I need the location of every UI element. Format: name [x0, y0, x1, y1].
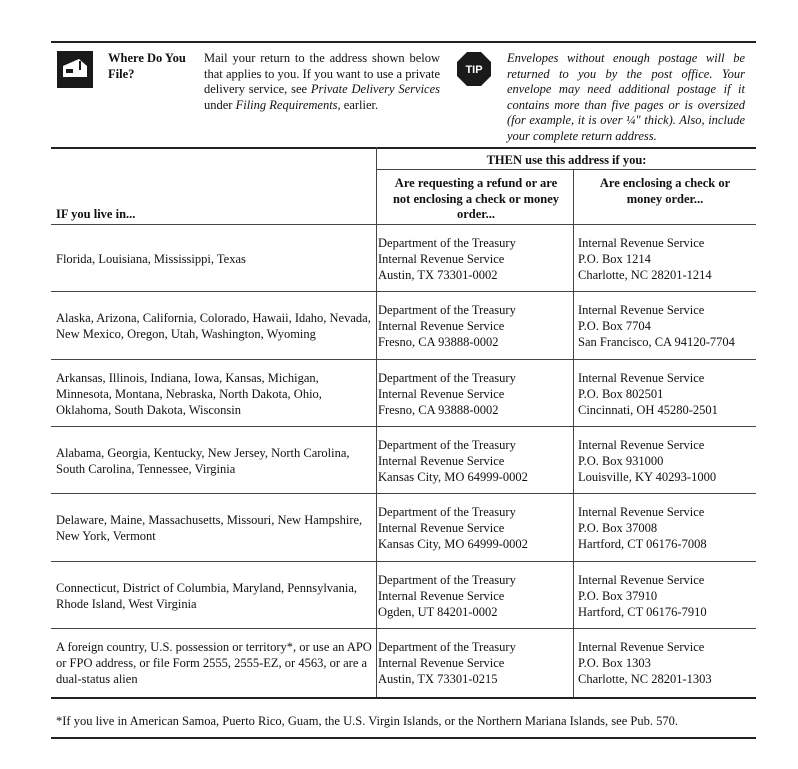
refund-address: [378, 494, 570, 561]
check-address: [578, 629, 756, 696]
tip-label: TIP: [465, 64, 483, 76]
check-address-line: P.O. Box 1303: [578, 655, 651, 670]
refund-address-line: Internal Revenue Service: [378, 386, 505, 401]
then-header: THEN use this address if you:: [486, 153, 647, 167]
check-address-line: P.O. Box 931000: [578, 453, 664, 468]
refund-address: [378, 562, 570, 629]
check-address: [578, 292, 756, 359]
footnote: *If you live in American Samoa, Puerto Rico, Guam, the U.S. Virgin Islands, or the Northern Mariana Islands, see Pub. 570.: [56, 714, 678, 728]
divider-address: [573, 169, 574, 697]
check-address-line: Internal Revenue Service: [578, 370, 705, 385]
refund-address-line: Internal Revenue Service: [378, 520, 505, 535]
section-title: Where Do You File?: [108, 51, 186, 81]
check-address-line: Cincinnati, OH 45280-2501: [578, 402, 718, 417]
row-states: Florida, Louisiana, Mississippi, Texas: [56, 251, 246, 266]
refund-address-line: Internal Revenue Service: [378, 318, 505, 333]
check-address-line: Internal Revenue Service: [578, 235, 705, 250]
check-address-line: P.O. Box 1214: [578, 251, 651, 266]
check-address-line: Internal Revenue Service: [578, 302, 705, 317]
check-address-line: P.O. Box 37910: [578, 588, 658, 603]
refund-address: [378, 427, 570, 494]
refund-address: [378, 629, 570, 696]
refund-address-line: Department of the Treasury: [378, 370, 516, 385]
refund-address-line: Internal Revenue Service: [378, 453, 505, 468]
tip-icon: [456, 51, 492, 87]
col-refund-header: Are requesting a refund or are not enclosing a check or money order...: [392, 176, 560, 221]
refund-address-line: Kansas City, MO 64999-0002: [378, 469, 528, 484]
check-address: [578, 427, 756, 494]
check-address-line: San Francisco, CA 94120-7704: [578, 334, 735, 349]
refund-address-line: Austin, TX 73301-0215: [378, 671, 498, 686]
check-address-line: Internal Revenue Service: [578, 437, 705, 452]
check-address-line: Charlotte, NC 28201-1214: [578, 267, 712, 282]
refund-address-line: Department of the Treasury: [378, 504, 516, 519]
refund-address-line: Department of the Treasury: [378, 639, 516, 654]
check-address: [578, 562, 756, 629]
check-address: [578, 360, 756, 427]
top-rule: [51, 41, 756, 43]
check-address-line: Internal Revenue Service: [578, 504, 705, 519]
bottom-rule: [51, 737, 756, 739]
refund-address-line: Department of the Treasury: [378, 437, 516, 452]
check-address-line: Internal Revenue Service: [578, 639, 705, 654]
refund-address-line: Fresno, CA 93888-0002: [378, 334, 499, 349]
refund-address-line: Department of the Treasury: [378, 572, 516, 587]
refund-address-line: Fresno, CA 93888-0002: [378, 402, 499, 417]
check-address-line: P.O. Box 7704: [578, 318, 651, 333]
refund-address-line: Austin, TX 73301-0002: [378, 267, 498, 282]
check-address-line: Charlotte, NC 28201-1303: [578, 671, 712, 686]
refund-address-line: Ogden, UT 84201-0002: [378, 604, 498, 619]
table-top-rule: [51, 147, 756, 149]
row-states: Connecticut, District of Columbia, Maryland, Pennsylvania, Rhode Island, West Virginia: [56, 580, 357, 611]
tip-text: Envelopes without enough postage will be returned to you by the post office. Your envelope may need additional postage if it contains more than five pages or is oversized (for example, it is over ¼" thick). Also, include your complete return address.: [507, 51, 745, 143]
check-address-line: P.O. Box 37008: [578, 520, 658, 535]
check-address-line: Internal Revenue Service: [578, 572, 705, 587]
row-states: Delaware, Maine, Massachusetts, Missouri, New Hampshire, New York, Vermont: [56, 512, 363, 543]
table-bottom-rule: [51, 697, 756, 699]
col-check-header: Are enclosing a check or money order...: [599, 176, 731, 206]
refund-address-line: Department of the Treasury: [378, 302, 516, 317]
refund-address: [378, 360, 570, 427]
check-address: [578, 494, 756, 561]
row-states: Alabama, Georgia, Kentucky, New Jersey, North Carolina, South Carolina, Tennessee, Virginia: [56, 445, 350, 476]
refund-address-line: Kansas City, MO 64999-0002: [378, 536, 528, 551]
check-address-line: Hartford, CT 06176-7910: [578, 604, 707, 619]
mail-instructions: Mail your return to the address shown below that applies to you. If you want to use a private delivery service, see Private Delivery Services under Filing Requirements, earlier.: [204, 51, 441, 112]
row-states: Alaska, Arizona, California, Colorado, Hawaii, Idaho, Nevada, New Mexico, Oregon, Utah, Washington, Wyoming: [56, 310, 371, 341]
row-states: Arkansas, Illinois, Indiana, Iowa, Kansas, Michigan, Minnesota, Montana, Nebraska, North Dakota, Ohio, Oklahoma, South Dakota, Wisconsin: [56, 370, 322, 417]
check-address-line: Louisville, KY 40293-1000: [578, 469, 717, 484]
row-states: A foreign country, U.S. possession or territory*, or use an APO or FPO address, or file Form 2555, 2555-EZ, or 4563, or are a dual-status alien: [56, 639, 372, 686]
refund-address-line: Internal Revenue Service: [378, 251, 505, 266]
then-rule: [377, 169, 756, 170]
check-address-line: Hartford, CT 06176-7008: [578, 536, 707, 551]
divider-states: [376, 147, 377, 697]
refund-address: [378, 225, 570, 292]
refund-address-line: Department of the Treasury: [378, 235, 516, 250]
refund-address: [378, 292, 570, 359]
mailbox-icon: [57, 51, 93, 88]
if-header: IF you live in...: [56, 207, 136, 221]
refund-address-line: Internal Revenue Service: [378, 588, 505, 603]
refund-address-line: Internal Revenue Service: [378, 655, 505, 670]
check-address-line: P.O. Box 802501: [578, 386, 664, 401]
check-address: [578, 225, 756, 292]
